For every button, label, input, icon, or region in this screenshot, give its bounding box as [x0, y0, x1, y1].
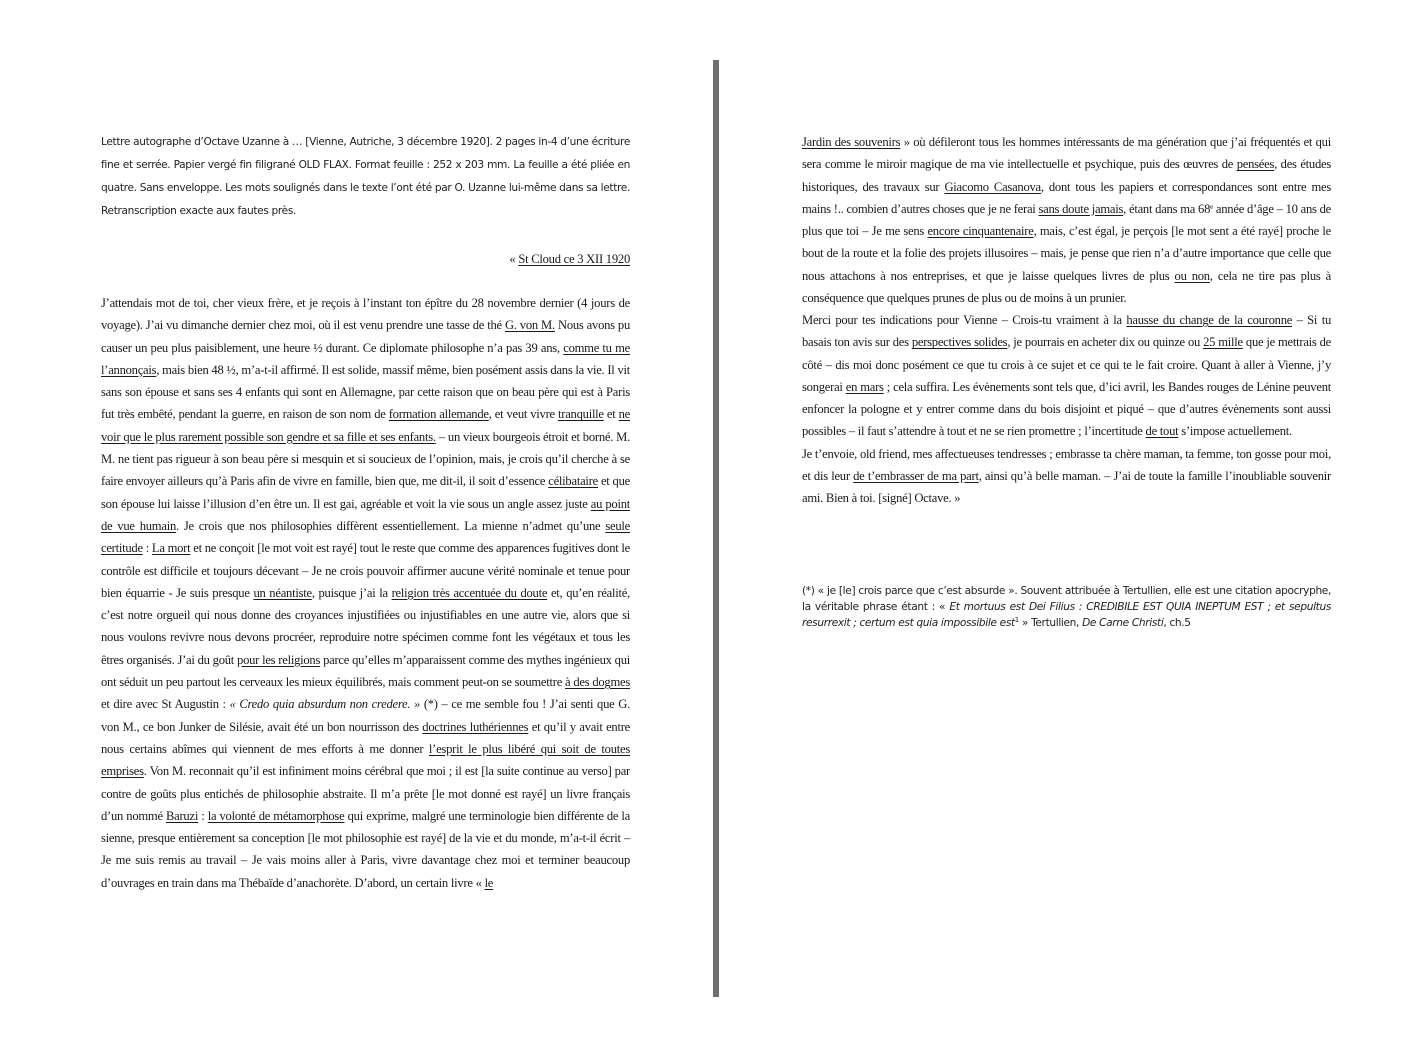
underlined-text: pensées: [1236, 157, 1275, 172]
underlined-text: de t’embrasser de ma part: [853, 468, 979, 483]
text-run: :: [142, 541, 152, 556]
text-run: » où défileront tous les hommes intéressants de ma génération que j’ai fréquentés et qui sera comme le miroir magique de ma vie intellectuelle et psychique, puis des œuvres de: [802, 135, 1331, 172]
underlined-text: comme tu me l’annonçais: [101, 340, 630, 377]
underlined-text: ne voir que le plus rarement possible son gendre et sa fille et ses enfants.: [101, 407, 630, 444]
superscript-text: 1: [1014, 615, 1019, 624]
underlined-text: G. von M.: [504, 318, 555, 333]
text-run: et que son épouse lui laisse l’illusion d’en être un. Il est gai, agréable et voit la vie sous un angle assez juste: [101, 474, 630, 511]
text-run: et dire avec St Augustin :: [101, 697, 230, 712]
text-run: , puisque j’ai la: [311, 585, 392, 600]
underlined-text: Jardin des souvenirs: [802, 135, 901, 149]
letter-paragraph: [802, 443, 1331, 510]
underlined-text: de tout: [1145, 424, 1179, 439]
italic-text: « Credo quia absurdum non credere. »: [229, 697, 421, 712]
underlined-text: 25 mille: [1203, 335, 1243, 350]
underlined-text: à des dogmes: [565, 675, 630, 690]
text-run: , dont tous les papiers et correspondances sont entre mes mains !.. combien d’autres choses que je ne ferai: [802, 179, 1331, 216]
page-divider: [713, 60, 719, 997]
text-run: s’impose actuellement.: [1178, 424, 1292, 439]
underlined-text: doctrines luthériennes: [422, 719, 529, 734]
text-run: parce qu’elles m’apparaissent comme des mythes ingénieux qui ont séduit un peu partout les cerveaux les mieux équilibrés, mais comment peut-on se soumettre: [101, 652, 630, 690]
letter-paragraph: [802, 131, 1331, 309]
underlined-text: perspectives solides: [911, 335, 1008, 350]
text-run: » Tertullien,: [1018, 616, 1083, 629]
text-run: – Si tu basais ton avis sur des: [802, 313, 1331, 350]
text-run: , mais bien 48 ½, m’a-t-il affirmé. Il est solide, massif même, bien posément assis dans la vie. Il vit sans son épouse et sans ses 4 enfants qui sont en Allemagne, par cette raison que on beau père qui est à Paris fut très embêté, pendant la guerre, en raison de son nom de: [101, 362, 630, 422]
text-run: , des études historiques, des travaux sur: [802, 157, 1332, 194]
underlined-text: seule certitude: [101, 518, 630, 556]
text-run: , ainsi qu’à belle maman. – J’ai de toute la famille l’inoubliable souvenir ami. Bien à toi. [signé] Octave. »: [802, 468, 1332, 505]
text-run: , ch.5: [1163, 616, 1191, 629]
underlined-text: La mort: [151, 541, 191, 556]
underlined-text: pour les religions: [237, 652, 321, 667]
text-run: que je mettrais de côté – dis moi donc posément ce que tu crois à ce sujet et ce qui te le fait croire. Quant à aller à Vienne, j’y songerai: [802, 335, 1332, 394]
underlined-text: célibataire: [548, 474, 598, 489]
text-run: . Von M. reconnait qu’il est infiniment moins cérébral que moi ; il est [la suite continue au verso] par contre de goûts plus entichés de philosophie abstraite. Il m’a prête [le mot donné est rayé] un livre français d’un nommé: [101, 764, 630, 823]
text-run: Je t’envoie, old friend, mes affectueuses tendresses ; embrasse ta chère maman, ta femme, ton gosse pour moi, et dis leur: [802, 446, 1331, 483]
footnote: [802, 584, 1331, 631]
text-run: Nous avons pu causer un peu plus paisiblement, une heure ½ durant. Ce diplomate philosophe n’a pas 39 ans,: [101, 318, 631, 355]
italic-text: Et mortuus est Dei Filius : CREDIBILE EST QUIA INEPTUM EST ; et sepultus resurrexit ; certum est quia impossibile est: [802, 600, 1331, 629]
text-run: et ne conçoit [le mot voit est rayé] tout le reste que comme des apparences fugitives dont le contrôle est difficile et toujours décevant – Je ne crois pouvoir affirmer aucune vérité nominale et tenue pour bien équarrie - Je suis presque: [101, 541, 631, 600]
underlined-text: l’esprit le plus libéré qui soit de toutes emprises: [101, 741, 630, 779]
text-run: , étant dans ma 68: [1123, 201, 1211, 216]
text-run: :: [198, 808, 208, 823]
underlined-text: ou non: [1174, 268, 1210, 283]
document-intro: Lettre autographe d’Octave Uzanne à … [Vienne, Autriche, 3 décembre 1920]. 2 pages in-4 d’une écriture fine et serrée. Papier vergé fin filigrané OLD FLAX. Format feuille : 252 x 203 mm. La feuille a été pliée en quatre. Sans enveloppe. Les mots soulignés dans le texte l’ont été par O. Uzanne lui-même dans sa lettre. Retranscription exacte aux fautes près.: [101, 136, 630, 217]
underlined-text: en mars: [845, 379, 884, 394]
text-run: ; cela suffira. Les évènements sont tels que, d’ici avril, les Bandes rouges de Lénine peuvent enfoncer la pologne et y entrer comme dans du bois disjoint et piqué – que d’autres évènements sont aussi possibles – il faut s’attendre à tout et ne se rien promettre ; l’incertitude: [802, 379, 1331, 439]
text-run: . Je crois que nos philosophies diffèrent essentiellement. La mienne n’admet qu’une: [176, 518, 606, 533]
letter-date: St Cloud ce 3 XII 1920: [518, 252, 630, 266]
date-open-quote: «: [509, 252, 519, 266]
letter-date-line: [101, 248, 630, 270]
text-run: et qu’il y avait entre nous certains abîmes qui viennent de mes efforts à me donner: [101, 719, 630, 756]
underlined-text: tranquille: [558, 407, 604, 422]
underlined-text: un néantiste: [253, 585, 312, 600]
text-run: et, qu’en réalité, c’est notre orgueil qui nous donne des croyances injustifiées ou injustifiables en une autre vie, alors que si nous voulons revivre nous devons procréer, reproduire notre spécimen comme font les végétaux et tous les êtres organisés. J’ai du goût: [101, 585, 630, 667]
text-run: J’attendais mot de toi, cher vieux frère, et je reçois à l’instant ton épître du 28 novembre dernier (4 jours de voyage). J’ai vu dimanche dernier chez moi, où il est venu prendre une tasse de thé: [101, 296, 630, 333]
underlined-text: sans doute jamais: [1038, 201, 1124, 216]
text-run: – un vieux bourgeois étroit et borné. M. M. ne tient pas rigueur à son beau père si mesquin et si soucieux de l’opinion, mais, je crois qu’il cherche à se faire envoyer ailleurs qu’à Paris afin de vivre en famille, bien que, me dit-il, il soit d’essence: [101, 429, 631, 489]
underlined-text: encore cinquantenaire: [927, 224, 1034, 238]
letter-paragraph: [802, 309, 1331, 443]
underlined-text: le: [484, 875, 494, 890]
underlined-text: formation allemande: [388, 407, 489, 422]
underlined-text: Giacomo Casanova: [944, 179, 1041, 194]
text-run: (*) « je [le] crois parce que c’est absurde ». Souvent attribuée à Tertullien, elle est une citation apocryphe, la véritable phrase étant : «: [802, 585, 1331, 613]
letter-body-right: [802, 131, 1331, 509]
text-run: , je pourrais en acheter dix ou quinze ou: [1007, 335, 1204, 350]
underlined-text: la volonté de métamorphose: [207, 808, 345, 823]
text-run: , et veut vivre: [488, 407, 559, 422]
text-run: (*) – ce me semble fou ! J’ai senti que G. von M., ce bon Junker de Silésie, avait été un bon nourrisson des: [101, 697, 630, 734]
superscript-text: e: [1210, 202, 1213, 211]
underlined-text: au point de vue humain: [101, 496, 630, 533]
text-run: qui exprime, malgré une terminologie bien différente de la sienne, presque entièrement sa conception [le mot philosophie est rayé] de la vie et du monde, m’a-t-il écrit – Je me suis remis au travail – Je vais moins aller à Paris, vivre davantage chez moi et terminer beaucoup d’ouvrages en train dans ma Thébaïde d’anachorète. D’abord, un certain livre «: [101, 808, 631, 890]
underlined-text: hausse du change de la couronne: [1126, 313, 1293, 327]
text-run: , mais, c’est égal, je perçois [le mot sent a été rayé] proche le bout de la route et la folie des projets illusoires – mais, je pense que rien n’a d’autre importance que celle que nous attachons à nos entreprises, et que je laisse quelques livres de plus: [802, 224, 1331, 283]
text-run: , cela ne tire pas plus à conséquence que quelques prunes de plus ou de moins à un prunier.: [802, 268, 1331, 305]
italic-text: De Carne Christi: [1082, 616, 1164, 629]
underlined-text: religion très accentuée du doute: [391, 585, 548, 600]
text-run: année d’âge – 10 ans de plus que toi – Je me sens: [802, 201, 1332, 238]
underlined-text: Baruzi: [166, 808, 199, 823]
text-run: et: [603, 407, 619, 422]
text-run: Merci pour tes indications pour Vienne – Crois-tu vraiment à la: [802, 313, 1127, 327]
letter-body-left: [101, 292, 630, 894]
